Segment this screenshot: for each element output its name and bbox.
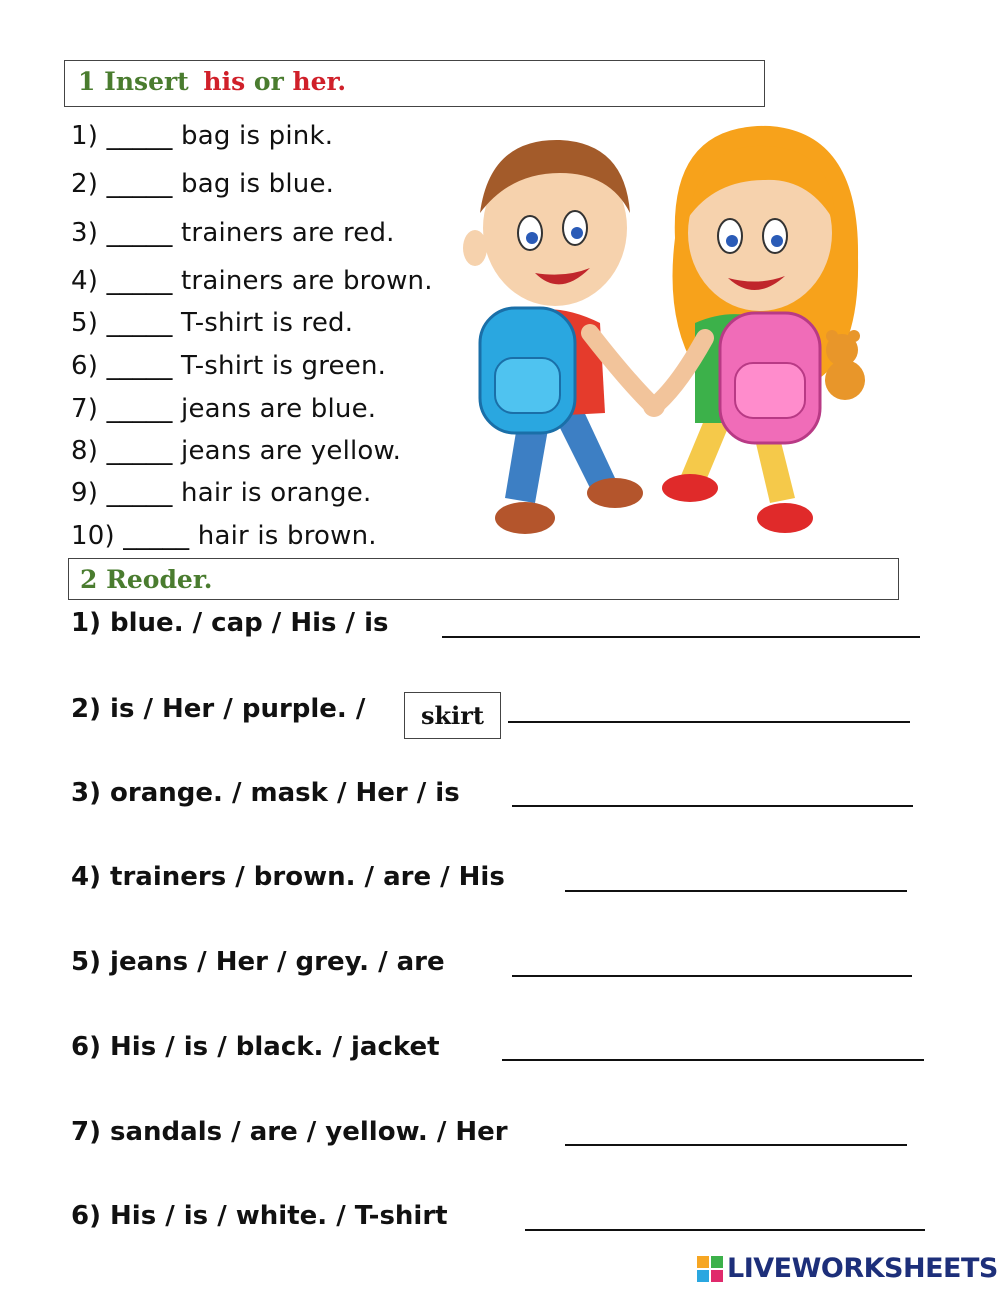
item-text: bag is blue. <box>181 169 335 199</box>
exercise-1-item <box>71 266 433 296</box>
item-text: T-shirt is red. <box>181 308 354 338</box>
section-1-title <box>78 67 346 96</box>
section-1-number: 1 <box>78 67 96 96</box>
blank[interactable]: _____ <box>123 521 190 551</box>
item-number: 9) <box>71 478 99 508</box>
exercise-2-item: 6) His / is / white. / T-shirt <box>71 1201 448 1231</box>
blank[interactable]: _____ <box>106 394 173 424</box>
exercise-2-item: 2) is / Her / purple. / <box>71 694 366 724</box>
boy-figure <box>463 140 650 534</box>
blank[interactable]: _____ <box>106 266 173 296</box>
section-1-insert: Insert <box>104 67 189 96</box>
blank[interactable]: _____ <box>106 436 173 466</box>
item-text: bag is pink. <box>181 121 334 151</box>
exercise-2-item: 6) His / is / black. / jacket <box>71 1032 440 1062</box>
blank[interactable]: _____ <box>106 478 173 508</box>
exercise-1-item <box>71 478 371 508</box>
exercise-1-item <box>71 351 386 381</box>
blank[interactable]: _____ <box>106 121 173 151</box>
exercise-1-item <box>71 521 377 551</box>
section-2-title: 2 Reoder. <box>80 565 213 594</box>
word-drop-box[interactable]: skirt <box>404 692 501 739</box>
item-number: 1) <box>71 121 99 151</box>
item-text: jeans are yellow. <box>181 436 402 466</box>
exercise-1-item <box>71 169 334 199</box>
section-1-her: her. <box>292 67 347 96</box>
item-text: hair is orange. <box>181 478 372 508</box>
exercise-1-item <box>71 436 401 466</box>
answer-line[interactable] <box>502 1059 924 1061</box>
exercise-1-item <box>71 121 333 151</box>
section-1-or: or <box>253 67 284 96</box>
blank[interactable]: _____ <box>106 218 173 248</box>
exercise-2-item: 1) blue. / cap / His / is <box>71 608 389 638</box>
item-number: 8) <box>71 436 99 466</box>
exercise-1-item <box>71 308 353 338</box>
liveworksheets-logo-icon <box>697 1256 723 1282</box>
item-number: 4) <box>71 266 99 296</box>
answer-line[interactable] <box>565 890 907 892</box>
item-number: 6) <box>71 351 99 381</box>
item-number: 3) <box>71 218 99 248</box>
answer-line[interactable] <box>442 636 920 638</box>
item-text: T-shirt is green. <box>181 351 387 381</box>
item-number: 2) <box>71 169 99 199</box>
item-text: trainers are red. <box>181 218 395 248</box>
girl-figure <box>658 126 865 533</box>
blank[interactable]: _____ <box>106 351 173 381</box>
exercise-1-item <box>71 394 376 424</box>
exercise-2-item: 4) trainers / brown. / are / His <box>71 862 505 892</box>
answer-line[interactable] <box>565 1144 907 1146</box>
item-text: hair is brown. <box>197 521 377 551</box>
answer-line[interactable] <box>525 1229 925 1231</box>
item-text: jeans are blue. <box>181 394 377 424</box>
kids-illustration <box>440 118 880 550</box>
item-number: 5) <box>71 308 99 338</box>
exercise-2-item: 3) orange. / mask / Her / is <box>71 778 460 808</box>
section-1-his: his <box>203 67 246 96</box>
item-number: 10) <box>71 521 115 551</box>
item-number: 7) <box>71 394 99 424</box>
answer-line[interactable] <box>512 805 913 807</box>
exercise-2-item: 7) sandals / are / yellow. / Her <box>71 1117 508 1147</box>
item-text: trainers are brown. <box>181 266 433 296</box>
logo-text: LIVEWORKSHEETS <box>727 1253 998 1284</box>
exercise-2-item: 5) jeans / Her / grey. / are <box>71 947 445 977</box>
liveworksheets-logo <box>697 1253 998 1284</box>
blank[interactable]: _____ <box>106 169 173 199</box>
answer-line[interactable] <box>512 975 912 977</box>
blank[interactable]: _____ <box>106 308 173 338</box>
exercise-1-item <box>71 218 395 248</box>
answer-line[interactable] <box>508 721 910 723</box>
